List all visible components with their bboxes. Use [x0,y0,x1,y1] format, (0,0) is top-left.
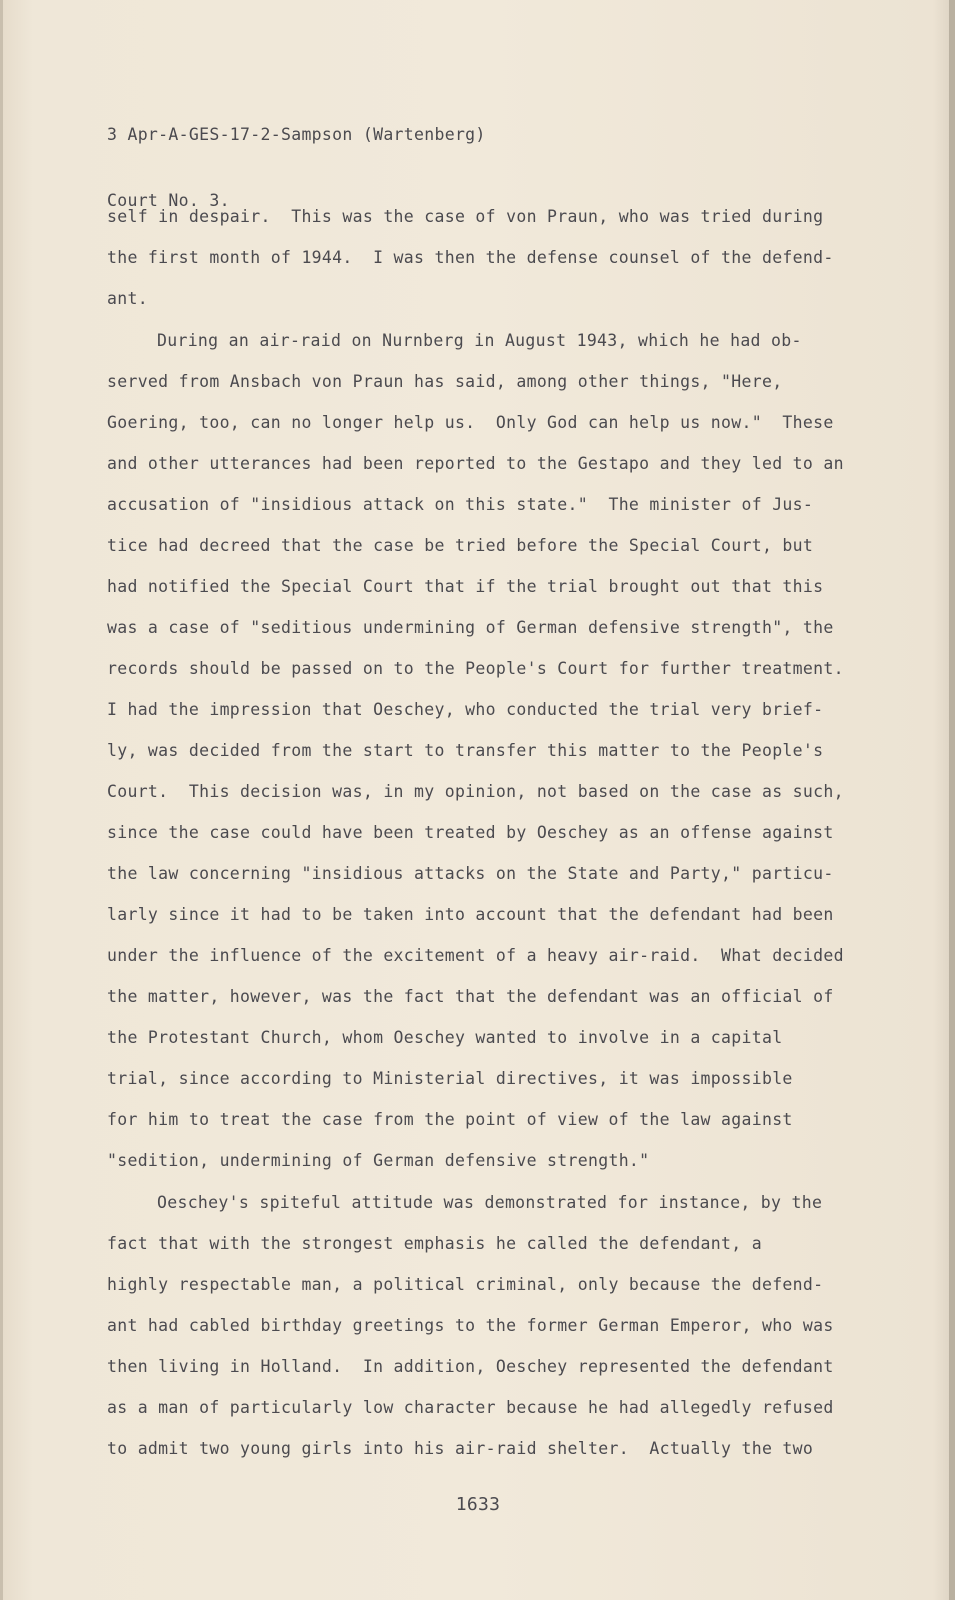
text-line: larly since it had to be taken into account that the defendant had been [107,905,834,924]
text-line: ant had cabled birthday greetings to the former German Emperor, who was [107,1316,834,1335]
text-line: highly respectable man, a political criminal, only because the defend- [107,1275,824,1294]
text-line: I had the impression that Oeschey, who conducted the trial very brief- [107,700,824,719]
text-line: tice had decreed that the case be tried before the Special Court, but [107,536,814,555]
paragraph-3 [107,1182,847,1469]
page-number: 1633 [455,1494,501,1515]
text-line: was a case of "seditious undermining of German defensive strength", the [107,618,834,637]
header-line-2: Court No. 3. [107,191,230,210]
text-line: for him to treat the case from the point of view of the law against [107,1110,793,1129]
text-line: ly, was decided from the start to transfer this matter to the People's [107,741,824,760]
text-line: Court. This decision was, in my opinion, not based on the case as such, [107,782,844,801]
text-line: the law concerning "insidious attacks on the State and Party," particu- [107,864,834,883]
text-line: fact that with the strongest emphasis he called the defendant, a [107,1234,762,1253]
text-line: to admit two young girls into his air-raid shelter. Actually the two [107,1439,814,1458]
text-line: served from Ansbach von Praun has said, among other things, "Here, [107,372,783,391]
text-line: self in despair. This was the case of von Praun, who was tried during [107,207,824,226]
text-line: Goering, too, can no longer help us. Only God can help us now." These [107,413,834,432]
text-line: trial, since according to Ministerial directives, it was impossible [107,1069,793,1088]
paragraph-1 [107,196,847,319]
text-line: had notified the Special Court that if the trial brought out that this [107,577,824,596]
text-line: the matter, however, was the fact that the defendant was an official of [107,987,834,1006]
paragraph-2 [107,320,847,1181]
text-line: accusation of "insidious attack on this state." The minister of Jus- [107,495,814,514]
text-line: During an air-raid on Nurnberg in August 1943, which he had ob- [157,331,802,350]
text-line: the first month of 1944. I was then the defense counsel of the defend- [107,248,834,267]
text-line: as a man of particularly low character because he had allegedly refused [107,1398,834,1417]
text-line: then living in Holland. In addition, Oeschey represented the defendant [107,1357,834,1376]
header-line-1: 3 Apr-A-GES-17-2-Sampson (Wartenberg) [107,125,486,144]
text-line: "sedition, undermining of German defensive strength." [107,1151,650,1170]
text-line: ant. [107,289,148,308]
text-line: the Protestant Church, whom Oeschey wanted to involve in a capital [107,1028,783,1047]
text-line: under the influence of the excitement of a heavy air-raid. What decided [107,946,844,965]
text-line: Oeschey's spiteful attitude was demonstrated for instance, by the [157,1193,823,1212]
text-line: records should be passed on to the People's Court for further treatment. [107,659,844,678]
text-line: and other utterances had been reported to the Gestapo and they led to an [107,454,844,473]
text-line: since the case could have been treated by Oeschey as an offense against [107,823,834,842]
page-edge [949,0,955,1600]
